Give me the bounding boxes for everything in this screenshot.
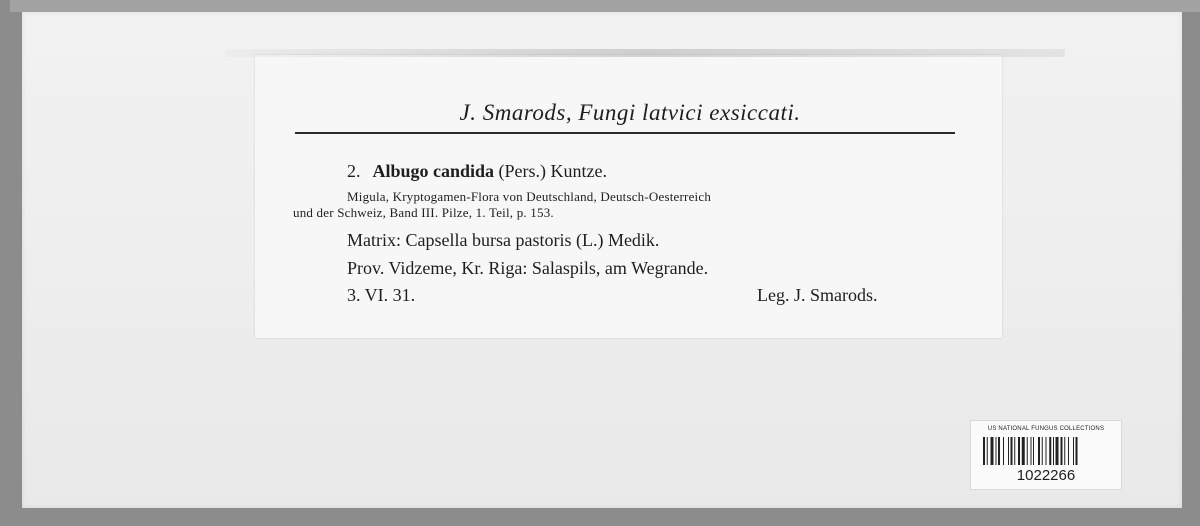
barcode-bar [1053,437,1054,465]
barcode-bar [1022,437,1025,465]
barcode-bar [1061,437,1063,465]
barcode-bar [983,437,985,465]
barcode-bar [1038,437,1040,465]
collection-date: 3. VI. 31. [347,285,416,305]
barcode-bar [1049,437,1051,465]
barcode-bar [996,437,997,465]
barcode-bar [1008,437,1009,465]
barcode-bar [998,437,1000,465]
species-name: Albugo candida [372,161,495,181]
barcode-bars [983,437,1109,465]
reference-line-2: und der Schweiz, Band III. Pilze, 1. Teil, p. 153. [293,205,554,220]
barcode-bar [1046,437,1047,465]
barcode-bar [1018,437,1020,465]
barcode-bar [1011,437,1013,465]
barcode-number: 1022266 [1016,467,1076,484]
barcode-label [970,420,1122,490]
barcode-bar [1073,437,1074,465]
matrix-line: Matrix: Capsella bursa pastoris (L.) Medik. [347,230,660,250]
barcode-bar [991,437,994,465]
barcode-bar [1003,437,1004,465]
barcode-bar [1027,437,1028,465]
reference-line-1: Migula, Kryptogamen-Flora von Deutschland, Deutsch-Oesterreich [347,189,712,204]
specimen-number: 2. [347,161,361,181]
sheet-edge-shadow [10,0,1200,12]
collector-line: Leg. J. Smarods. [757,285,878,305]
locality-line: Prov. Vidzeme, Kr. Riga: Salaspils, am Wegrande. [347,258,709,278]
barcode-bar [1056,437,1059,465]
tape-strip [225,49,1065,57]
species-line [347,161,607,182]
barcode-bar [1033,437,1034,465]
barcode-bar [1042,437,1043,465]
barcode-bar [1076,437,1078,465]
barcode-bar [987,437,988,465]
title-rule [295,132,955,134]
species-authority: (Pers.) Kuntze. [498,161,608,181]
specimen-label [255,55,1002,338]
barcode-bar [1064,437,1065,465]
barcode-bar [1068,437,1069,465]
barcode-bar [1031,437,1032,465]
barcode-header: US NATIONAL FUNGUS COLLECTIONS [987,426,1105,432]
label-title: J. Smarods, Fungi latvici exsiccati. [459,100,801,125]
barcode-bar [1014,437,1015,465]
